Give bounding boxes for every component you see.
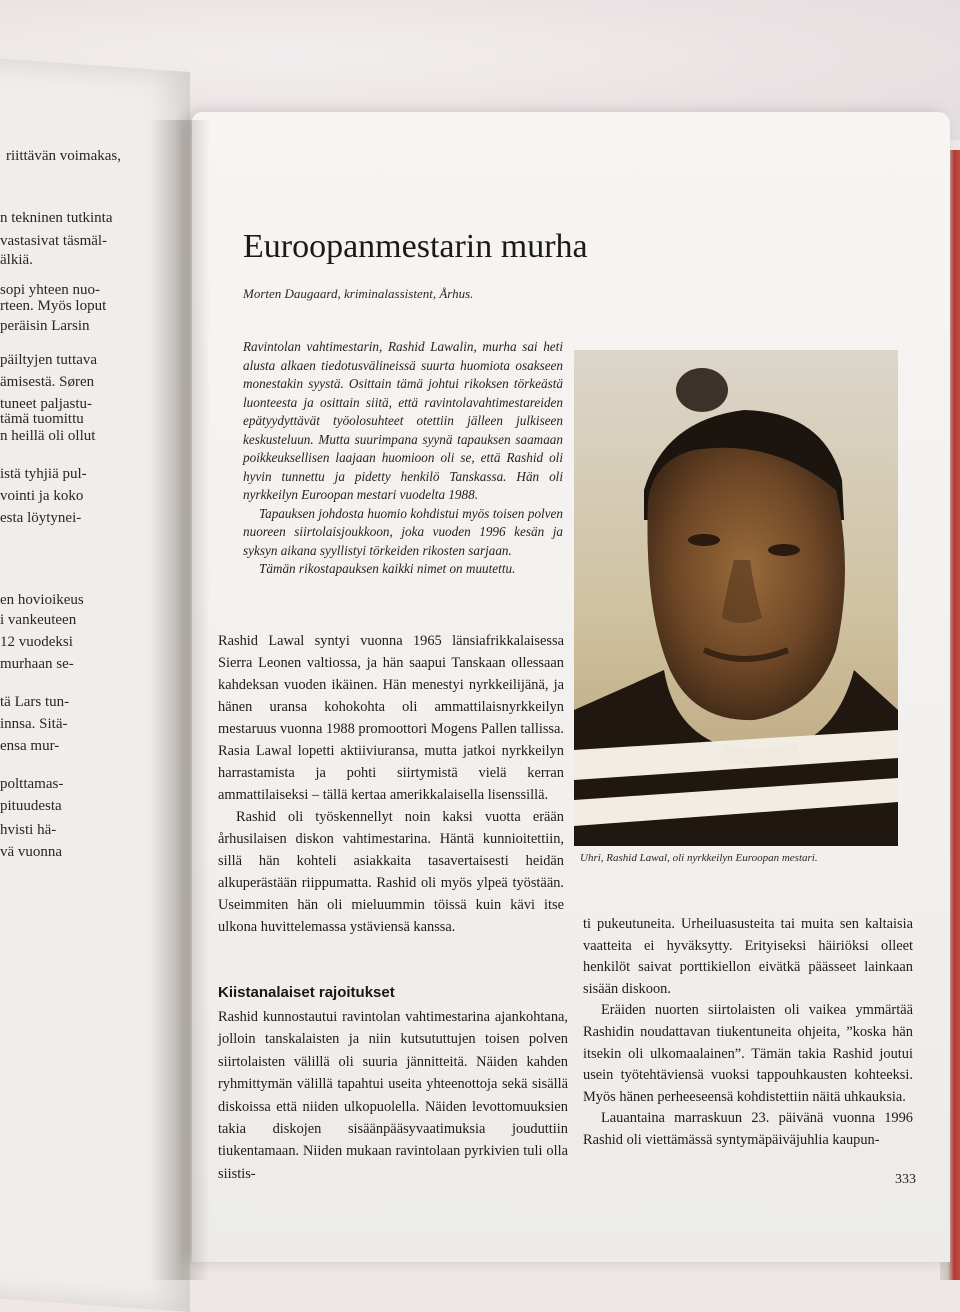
section-subheading: Kiistanalaiset rajoitukset xyxy=(218,984,395,1001)
left-line: tä Lars tun- xyxy=(0,694,70,710)
left-line: murhaan se- xyxy=(0,656,74,672)
left-line: rteen. Myös loput xyxy=(0,298,107,314)
intro-paragraph: Tapauksen johdosta huomio kohdistui myös toisen polven nuoreen siirtolaisjoukkoon, joka vuoden 1996 kesän ja syksyn aikana syyllistyi törkeiden rikosten sarjaan. xyxy=(243,505,563,558)
body-paragraph: Rashid kunnostautui ravintolan vahtimestarina ajankohtana, jolloin tanskalaisten ja niin kutsututtujen toisen polven siirtolaisten välillä oli suuria jännitteitä. Näiden kahden ryhmittymän välillä tapahtui useita yhteenottoja sekä sisällä diskoissa että niiden ulkopuolella. Näiden levottomuuksien takia diskojen sisäänpääsyvaatimuksia jouduttiin tiukentamaan. Niiden mukaan ravintolaan pyrkivien tuli olla siistis- xyxy=(218,1009,568,1182)
left-line: innsa. Sitä- xyxy=(0,716,68,732)
left-line: sopi yhteen nuo- xyxy=(0,282,100,298)
body-paragraph: Eräiden nuorten siirtolaisten oli vaikea ymmärtää Rashidin noudattavan tiukentuneita ohjeita, ”koska hän itsekin oli ulkomaalainen”. Tämän takia Rashid joutui usein työtehtäviensä vuoksi tappouhkausten kohteeksi. Myös hänen perheeseensä kohdistettiin näitä uhkauksia. xyxy=(583,1002,913,1105)
left-line: älkiä. xyxy=(0,252,33,268)
body-paragraph: Rashid Lawal syntyi vuonna 1965 länsiafrikkalaisessa Sierra Leonen valtiossa, ja hän saapui Tanskaan ollessaan kahdeksan vuoden ikäinen. Hän menestyi nyrkkeilijänä, ja hänen uransa kohokohta oli ammattilaisnyrkkeilyn mestaruus vuonna 1988 promoottori Mogens Pallen tallissa. Rasia Lawal lopetti aktiiviuransa, mutta jatkoi nyrkkeilyn harrastamista ja pohti siirtymistä vielä kerran ammattilaiseksi – tällä kertaa amerikkalaisella lisenssillä. xyxy=(218,633,564,803)
left-line: vointi ja koko xyxy=(0,488,84,504)
left-line: peräisin Larsin xyxy=(0,318,90,334)
body-paragraph: ti pukeutuneita. Urheiluasusteita tai muita sen kaltaisia vaatteita ei hyväksytty. Erityiseksi häiriöksi olleet henkilöt saivat porttikiellon eivätkä päässeet lainkaan sisään diskoon. xyxy=(583,916,913,997)
intro-paragraph: Tämän rikostapauksen kaikki nimet on muutettu. xyxy=(259,561,516,576)
book-gutter-shadow xyxy=(150,120,210,1280)
article-byline: Morten Daugaard, kriminalassistent, Århus. xyxy=(243,286,474,301)
page-number: 333 xyxy=(895,1172,916,1187)
left-line: ensa mur- xyxy=(0,738,60,754)
left-line: istä tyhjiä pul- xyxy=(0,466,87,482)
left-line: polttamas- xyxy=(0,776,64,792)
left-line: tuneet paljastu- xyxy=(0,396,93,412)
left-line: pituudesta xyxy=(0,798,62,814)
body-paragraph: Lauantaina marraskuun 23. päivänä vuonna 1996 Rashid oli viettämässä syntymäpäiväjuhlia kaupun- xyxy=(583,1110,913,1148)
photo-caption: Uhri, Rashid Lawal, oli nyrkkeilyn Euroopan mestari. xyxy=(580,852,818,864)
left-line: 12 vuodeksi xyxy=(0,634,73,650)
victim-photo xyxy=(574,350,898,846)
article-body-left xyxy=(218,630,564,938)
left-line: esta löytynei- xyxy=(0,510,82,526)
left-line: i vankeuteen xyxy=(0,612,77,628)
left-line: riittävän voimakas, xyxy=(6,148,121,164)
article-intro xyxy=(243,338,563,579)
left-line: hvisti hä- xyxy=(0,822,57,838)
body-paragraph: Rashid oli työskennellyt noin kaksi vuotta erään århusilaisen diskon vahtimestarina. Häntä kunnioitettiin, sillä hän kohteli asiakkaita tasavertaisesti heidän alkuperästään riippumatta. Rashid oli myös ylpeä työstään. Useimmiten hän oli mieluummin töissä kuin kävi itse ulkona huvittelemassa ystäviensä kanssa. xyxy=(218,809,564,935)
left-line: päiltyjen tuttava xyxy=(0,352,98,368)
article-title: Euroopanmestarin murha xyxy=(243,228,588,265)
left-line: en hovioikeus xyxy=(0,592,84,608)
left-line: vä vuonna xyxy=(0,844,63,860)
left-line: n heillä oli ollut xyxy=(0,428,96,444)
left-line: ämisestä. Søren xyxy=(0,374,95,390)
left-line: vastasivat täsmäl- xyxy=(0,233,108,249)
article-body-right xyxy=(583,914,913,1152)
left-line: tämä tuomittu xyxy=(0,411,84,427)
intro-paragraph: Ravintolan vahtimestarin, Rashid Lawalin, murha sai heti alusta alkaen tiedotusvälineissä suurta huomiota osakseen monestakin syystä. Osittain tämä johtui rikoksen törkeästä luonteesta ja osittain siitä, että ravintolavahtimestareiden epätyydyttävät työolosuhteet otettiin jälleen julkiseen keskusteluun. Mutta suurimpana syynä tapauksen saamaan poikkeuksellisen laajaan huomioon oli se, että Rashid oli hyvin tunnettu ja pidetty henkilö Tanskassa. Hän oli nyrkkeilyn Euroopan mestari vuodelta 1988. xyxy=(243,339,563,502)
article-body-left-section xyxy=(218,1006,568,1185)
left-line: n tekninen tutkinta xyxy=(0,210,113,226)
portrait-illustration xyxy=(574,350,898,846)
